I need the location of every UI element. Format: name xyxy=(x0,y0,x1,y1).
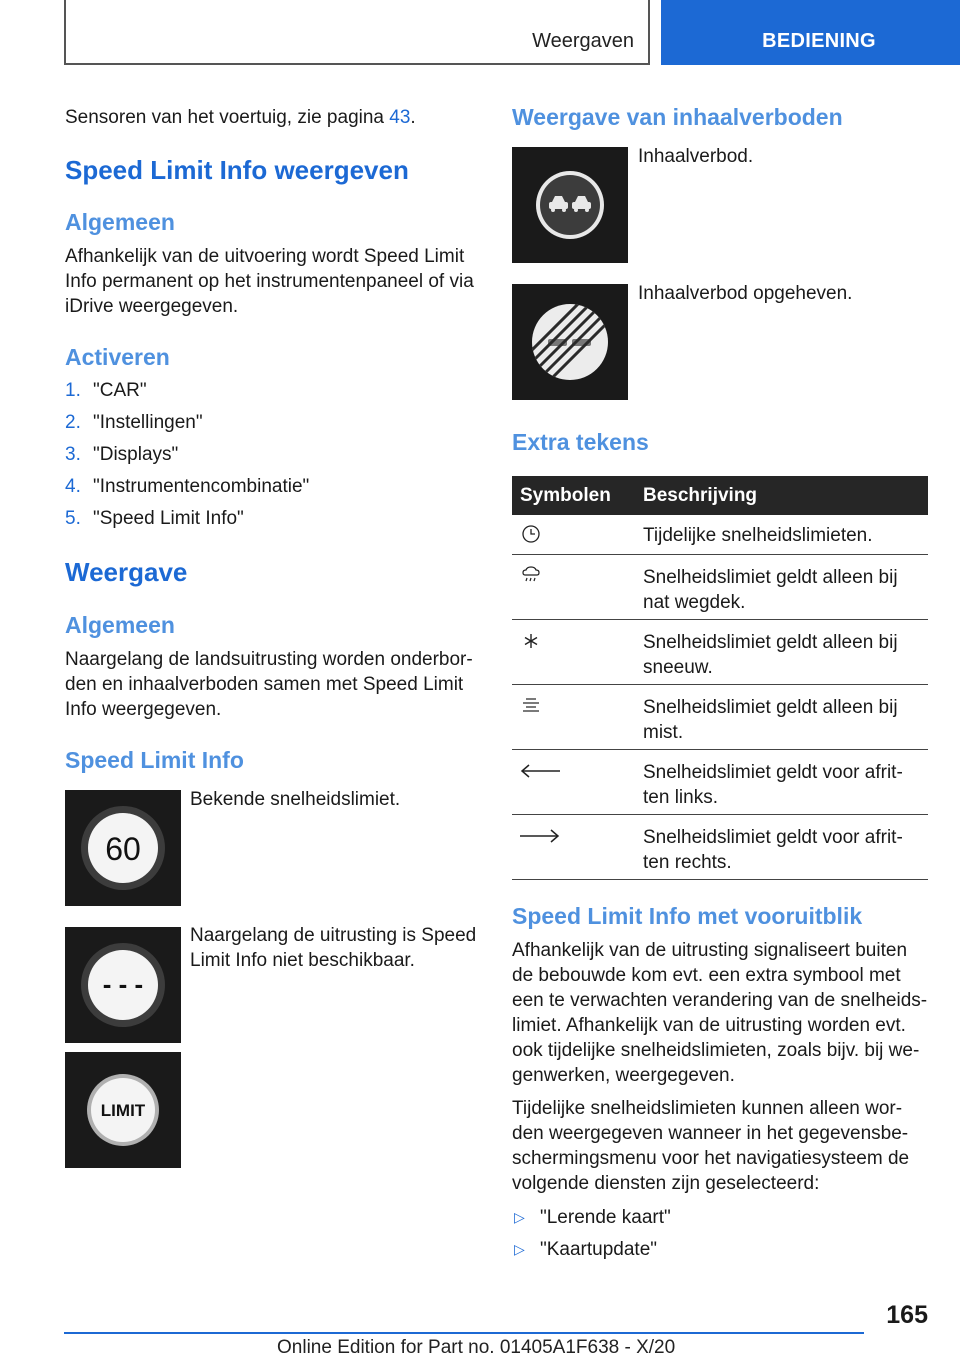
sign-60-caption: Bekende snelheidslimiet. xyxy=(190,789,401,810)
heading-overtaking: Weergave van inhaalverboden xyxy=(512,104,843,130)
chapter-title: Weergaven xyxy=(532,30,634,52)
table-row xyxy=(512,619,928,684)
fog-icon xyxy=(518,701,544,722)
heading-speed-limit-info: Speed Limit Info xyxy=(65,747,244,773)
section-title: BEDIENING xyxy=(762,30,876,52)
extra-signs-table xyxy=(512,476,928,880)
services-list xyxy=(512,1205,671,1269)
symbol-cell xyxy=(512,749,635,814)
speed-limit-60-sign xyxy=(65,790,181,906)
table-row xyxy=(512,684,928,749)
unavailable-value: - - - xyxy=(102,969,144,999)
step-text: "Displays" xyxy=(93,444,179,465)
snowflake-icon xyxy=(518,636,544,657)
intro-text: Sensoren van het voertuig, zie pagina 43. xyxy=(65,107,416,128)
speed-limit-unavailable-sign xyxy=(65,927,181,1043)
step-number: 5. xyxy=(65,508,81,529)
heading-display: Weergave xyxy=(65,557,188,587)
page-number: 165 xyxy=(886,1301,928,1329)
heading-preview: Speed Limit Info met vooruitblik xyxy=(512,903,863,929)
table-row xyxy=(512,814,928,879)
heading-speed-limit-display: Speed Limit Info weergeven xyxy=(65,155,409,185)
step-text: "Instrumentencombinatie" xyxy=(93,476,310,497)
preview-paragraph-2: Tijdelijke snelheidslimieten kunnen alleen wor- den weergegeven wanneer in het gegevensbe- schermingsmenu voor het navigatiesysteem de volgende diensten zijn geselecteerd: xyxy=(512,1098,910,1194)
col-symbols: Symbolen xyxy=(512,476,635,515)
step-item xyxy=(65,410,309,442)
table-row xyxy=(512,554,928,619)
step-number: 2. xyxy=(65,412,81,433)
general-1-text: Afhankelijk van de uitvoering wordt Speed Limit Info permanent op het instrumentenpaneel of via iDrive weergegeven. xyxy=(65,246,474,317)
description-cell: Snelheidslimiet geldt voor afrit- ten links. xyxy=(635,749,928,814)
step-number: 4. xyxy=(65,476,81,497)
end-no-overtaking-caption: Inhaalverbod opgeheven. xyxy=(638,283,853,304)
table-row xyxy=(512,515,928,554)
arrow-right-icon xyxy=(518,831,562,852)
step-item xyxy=(65,474,309,506)
description-cell: Snelheidslimiet geldt voor afrit- ten rechts. xyxy=(635,814,928,879)
end-no-overtaking-sign xyxy=(512,284,628,400)
symbol-cell xyxy=(512,684,635,749)
step-number: 3. xyxy=(65,444,81,465)
table-row xyxy=(512,749,928,814)
col-description: Beschrijving xyxy=(635,476,928,515)
general-2-text: Naargelang de landsuitrusting worden onderbor- den en inhaalverboden samen met Speed Limit Info weergegeven. xyxy=(65,649,473,720)
limit-label: LIMIT xyxy=(100,1101,146,1120)
rain-icon xyxy=(518,571,544,592)
speed-value: 60 xyxy=(105,831,141,867)
description-cell: Snelheidslimiet geldt alleen bij nat wegdek. xyxy=(635,554,928,619)
step-item xyxy=(65,506,309,538)
step-item xyxy=(65,378,309,410)
description-cell: Tijdelijke snelheidslimieten. xyxy=(635,515,928,554)
edition-text: Online Edition for Part no. 01405A1F638 - X/20 xyxy=(277,1337,676,1358)
heading-general-1: Algemeen xyxy=(65,209,175,235)
speed-limit-preview-sign xyxy=(65,1052,181,1168)
symbol-cell xyxy=(512,619,635,684)
section-tab xyxy=(661,0,960,65)
list-item: ▷ "Kaartupdate" xyxy=(512,1237,671,1269)
description-cell: Snelheidslimiet geldt alleen bij sneeuw. xyxy=(635,619,928,684)
clock-icon xyxy=(518,529,544,550)
heading-activate: Activeren xyxy=(65,344,170,370)
step-number: 1. xyxy=(65,380,81,401)
page-link[interactable]: 43 xyxy=(389,107,411,128)
list-item: ▷ "Lerende kaart" xyxy=(512,1205,671,1237)
heading-extra-signs: Extra tekens xyxy=(512,429,649,455)
preview-paragraph-1: Afhankelijk van de uitrusting signaliseert buiten de bebouwde kom evt. een extra symbool met een te verwachten verandering van de snelheids- limiet. Afhankelijk van de uitrusting worden evt. ook tijdelijke snelheidslimieten, zoals bijv. bij we- genwerken, weergegeven. xyxy=(512,940,928,1086)
no-overtaking-sign xyxy=(512,147,628,263)
bullet-triangle-icon: ▷ xyxy=(514,1209,525,1225)
step-text: "Speed Limit Info" xyxy=(93,508,244,529)
arrow-left-icon xyxy=(518,766,562,787)
bullet-triangle-icon: ▷ xyxy=(514,1241,525,1257)
heading-general-2: Algemeen xyxy=(65,612,175,638)
step-text: "CAR" xyxy=(93,380,147,401)
header-bar xyxy=(64,0,650,65)
step-item xyxy=(65,442,309,474)
symbol-cell xyxy=(512,515,635,554)
no-overtaking-caption: Inhaalverbod. xyxy=(638,146,754,167)
footer-divider xyxy=(64,1332,864,1334)
activation-steps xyxy=(65,378,309,538)
step-text: "Instellingen" xyxy=(93,412,203,433)
symbol-cell xyxy=(512,814,635,879)
sign-unavailable-caption: Naargelang de uitrusting is Speed Limit Info niet beschikbaar. xyxy=(190,925,477,971)
description-cell: Snelheidslimiet geldt alleen bij mist. xyxy=(635,684,928,749)
symbol-cell xyxy=(512,554,635,619)
